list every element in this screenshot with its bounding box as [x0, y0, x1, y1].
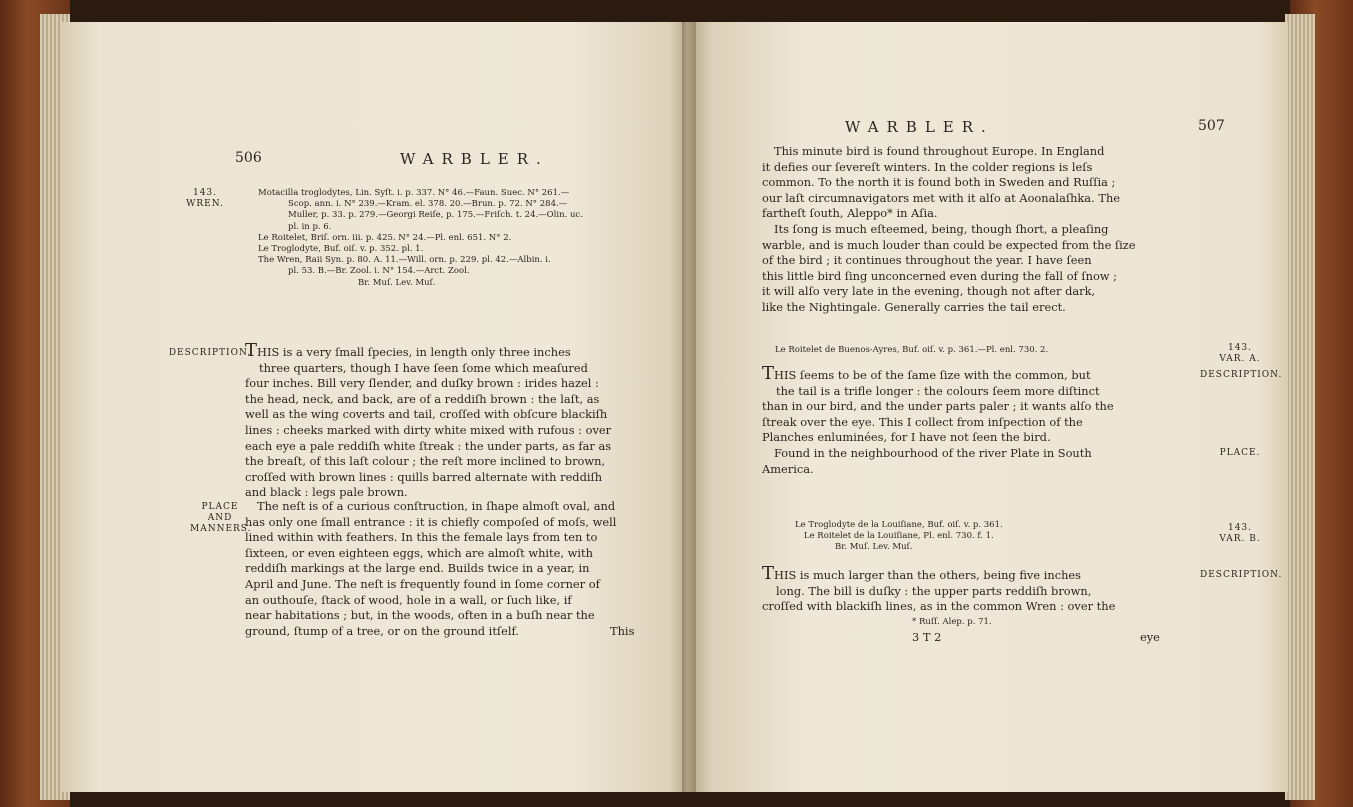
- var-a-place-line: Found in the neighbourhood of the river Plate in South: [774, 445, 1092, 460]
- species-number: 143.: [192, 188, 218, 198]
- place-line: an outhouſe, ſtack of wood, hole in a wall, or ſuch like, if: [245, 592, 572, 607]
- intro-line: fartheſt ſouth, Aleppo* in Aſia.: [762, 206, 938, 221]
- description-line: THIS is a very ſmall ſpecies, in length only three inches: [245, 340, 571, 361]
- var-a-line: Planches enluminées, for I have not ſeen the bird.: [762, 430, 1051, 445]
- right-page-number: 507: [1198, 118, 1225, 134]
- place-line: ground, ſtump of a tree, or on the ground itſelf.: [245, 623, 519, 638]
- description-line: the breaſt, of this laſt colour ; the reſt more inclined to brown,: [245, 454, 606, 469]
- song-line: this little bird ſing unconcerned even during the fall of ſnow ;: [762, 268, 1118, 283]
- right-running-head: WARBLER.: [845, 118, 994, 136]
- description-line: each eye a pale reddiſh white ſtreak : the under parts, as far as: [245, 438, 612, 453]
- var-a-label: VAR. A.: [1219, 354, 1261, 364]
- left-running-head: WARBLER.: [400, 150, 549, 168]
- intro-line: it defies our ſevereſt winters. In the colder regions is leſs: [762, 159, 1093, 174]
- side-place-var-a: PLACE.: [1219, 448, 1261, 458]
- var-b-number: 143.: [1227, 523, 1253, 533]
- place-line: has only one ſmall entrance : it is chiefly compoſed of moſs, well: [245, 514, 617, 529]
- place-line: ſixteen, or even eighteen eggs, which are almoſt white, with: [245, 545, 593, 560]
- var-b-synonyms: [795, 520, 1003, 554]
- var-b-label: VAR. B.: [1219, 534, 1261, 544]
- description-line: three quarters, though I have ſeen ſome which meaſured: [259, 360, 588, 375]
- var-a-place-line: America.: [762, 461, 814, 476]
- dropcap: T: [245, 340, 258, 361]
- species-name: WREN.: [186, 199, 224, 209]
- place-line: April and June. The neſt is frequently found in ſome corner of: [245, 576, 600, 591]
- synonym-line: pl. 53. B.—Br. Zool. i. N° 154.—Arct. Zool.: [288, 266, 470, 277]
- side-description-var-a: DESCRIPTION.: [1200, 370, 1283, 380]
- description-line: four inches. Bill very ſlender, and duſky brown : irides hazel :: [245, 376, 599, 391]
- synonym-line: Scop. ann. i. N° 239.—Kram. el. 378. 20.—Brun. p. 72. N° 284.—: [288, 199, 568, 210]
- description-line: croſſed with brown lines : quills barred alternate with reddiſh: [245, 469, 603, 484]
- description-line: the head, neck, and back, are of a reddiſh brown : the laſt, as: [245, 391, 600, 406]
- description-line: well as the wing coverts and tail, croſſed with obſcure blackiſh: [245, 407, 608, 422]
- left-synonymy: [258, 188, 638, 289]
- var-a-line: the tail is a trifle longer : the colours ſeem more diſtinct: [776, 383, 1100, 398]
- side-description-var-b: DESCRIPTION.: [1200, 570, 1283, 580]
- synonym-line: Le Troglodyte, Buf. oiſ. v. p. 352. pl. 1.: [258, 244, 424, 255]
- var-b-line: THIS is much larger than the others, being five inches: [762, 563, 1082, 584]
- var-b-line: long. The bill is duſky : the upper parts reddiſh brown,: [776, 583, 1092, 598]
- var-a-number: 143.: [1227, 343, 1253, 353]
- place-line: lined within with feathers. In this the female lays from ten to: [245, 530, 598, 545]
- song-line: like the Nightingale. Generally carries the tail erect.: [762, 299, 1066, 314]
- var-a-line: than in our bird, and the under parts paler ; it wants alſo the: [762, 399, 1114, 414]
- place-line: The neſt is of a curious conſtruction, in ſhape almoſt oval, and: [257, 499, 616, 513]
- dropcap: T: [762, 363, 775, 384]
- synonym-line: The Wren, Raii Syn. p. 80. A. 11.—Will. orn. p. 229. pl. 42.—Albin. i.: [258, 255, 551, 266]
- song-line: of the bird ; it continues throughout the year. I have ſeen: [762, 253, 1092, 268]
- var-b-description: [762, 563, 1182, 615]
- page-edges-right: [1285, 14, 1315, 800]
- dropcap: T: [762, 563, 775, 584]
- var-a-line: ſtreak over the eye. This I collect from inſpection of the: [762, 414, 1083, 429]
- side-description: DESCRIPTION.: [168, 348, 252, 358]
- synonym-line: Le Roitelet, Briſ. orn. iii. p. 425. N° 24.—Pl. enl. 651. N° 2.: [258, 232, 512, 243]
- side-place-manners: PLACE AND MANNERS.: [190, 502, 252, 534]
- description-line: lines : cheeks marked with dirty white mixed with rufous : over: [245, 422, 612, 437]
- song-line: it will alſo very late in the evening, though not after dark,: [762, 284, 1096, 299]
- book-gutter: [682, 22, 696, 792]
- right-intro: [762, 144, 1182, 316]
- left-description: [245, 340, 635, 501]
- var-b-synonym-line: Le Troglodyte de la Louiſiane, Buf. oiſ. v. p. 361.: [795, 520, 1003, 530]
- var-a-line: THIS ſeems to be of the ſame ſize with the common, but: [762, 363, 1091, 384]
- song-line: Its ſong is much eſteemed, being, though ſhort, a pleaſing: [774, 221, 1109, 236]
- intro-line: common. To the north it is found both in Sweden and Ruſſia ;: [762, 175, 1116, 190]
- song-line: warble, and is much louder than could be expected from the ſize: [762, 237, 1136, 252]
- description-line: and black : legs pale brown.: [245, 485, 408, 500]
- var-b-synonym-line: Br. Muſ. Lev. Muſ.: [835, 542, 913, 553]
- synonym-line: Motacilla troglodytes, Lin. Syſt. i. p. 337. N° 46.—Faun. Suec. N° 261.—: [258, 188, 570, 198]
- synonym-line: pl. in p. 6.: [288, 221, 332, 232]
- intro-line: This minute bird is found throughout Europe. In England: [774, 144, 1105, 158]
- intro-line: our laſt circumnavigators met with it alſo at Aoonalaſhka. The: [762, 190, 1121, 205]
- synonym-line: Br. Muſ. Lev. Muſ.: [358, 277, 436, 288]
- footnote: * Ruſſ. Alep. p. 71.: [912, 617, 992, 627]
- var-a-synonym: Le Roitelet de Buenos-Ayres, Buf. oiſ. v. p. 361.—Pl. enl. 730. 2.: [775, 345, 1049, 355]
- left-catchword: This: [610, 624, 635, 638]
- place-line: reddiſh markings at the large end. Builds twice in a year, in: [245, 561, 590, 576]
- var-b-synonym-line: Le Roitelet de la Louiſiane, Pl. enl. 730. f. 1.: [803, 531, 994, 542]
- signature-mark: 3 T 2: [912, 630, 942, 644]
- place-line: near habitations ; but, in the woods, often in a buſh near the: [245, 608, 595, 623]
- left-place-manners: [245, 499, 635, 639]
- synonym-line: Muller, p. 33. p. 279.—Georgi Reiſe, p. 175.—Friſch. t. 24.—Olin. uc.: [288, 210, 583, 221]
- var-a-description: [762, 363, 1182, 477]
- left-page-number: 506: [235, 150, 262, 166]
- right-catchword: eye: [1140, 630, 1160, 644]
- var-b-line: croſſed with blackiſh lines, as in the common Wren : over the: [762, 599, 1116, 614]
